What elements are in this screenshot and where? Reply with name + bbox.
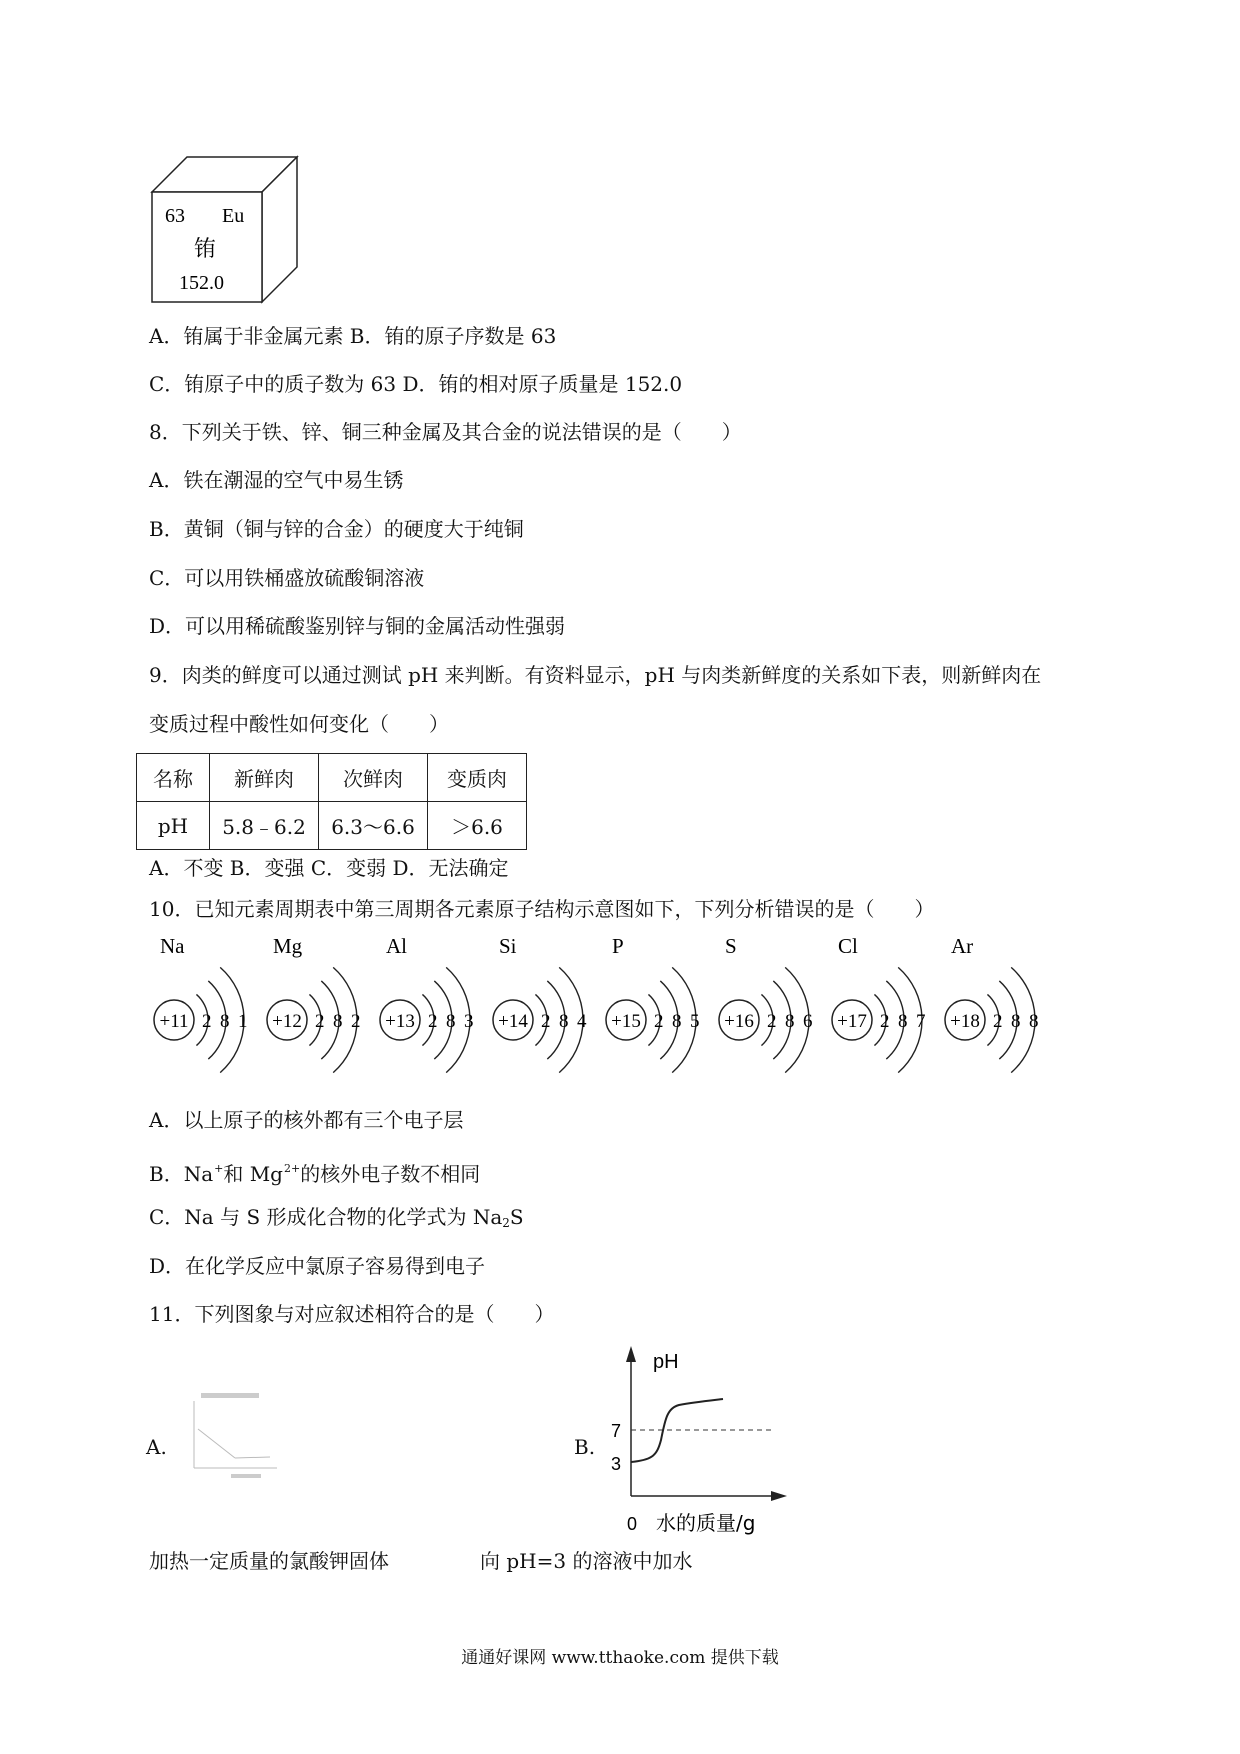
q8-option-d: D．可以用稀硫酸鉴别锌与铜的金属活动性强弱: [149, 614, 566, 638]
shell-electron-count: 8: [785, 1011, 795, 1032]
atom-symbol: Al: [386, 934, 407, 958]
atom-symbol: Cl: [838, 934, 858, 958]
nucleus-charge: +12: [272, 1011, 302, 1032]
graph-b-ph-vs-water: [595, 1340, 795, 1540]
shell-electron-count: 6: [803, 1011, 813, 1032]
shell-electron-count: 2: [993, 1011, 1003, 1032]
shell-electron-count: 2: [654, 1011, 664, 1032]
q10-option-a: A．以上原子的核外都有三个电子层: [149, 1108, 464, 1132]
shell-electron-count: 8: [898, 1011, 908, 1032]
shell-electron-count: 1: [238, 1011, 248, 1032]
atom-diagram-ar: [945, 934, 1039, 1073]
nucleus-charge: +13: [385, 1011, 415, 1032]
q11-caption-b: 向 pH=3 的溶液中加水: [480, 1549, 693, 1573]
atom-diagram-al: [380, 934, 474, 1073]
shell-electron-count: 8: [559, 1011, 569, 1032]
charge-superscript: 2+: [283, 1162, 301, 1175]
q10-option-b: [149, 1157, 480, 1186]
atom-diagram-mg: [267, 934, 361, 1073]
shell-electron-count: 2: [315, 1011, 325, 1032]
atomic-structure-diagrams: [140, 925, 1060, 1085]
table-row: [137, 802, 527, 850]
table-cell: 5.8﹣6.2: [210, 802, 319, 850]
table-header-cell: 名称: [137, 754, 210, 802]
graph-b-origin: 0: [627, 1514, 638, 1534]
q10-c-text: S: [509, 1205, 524, 1229]
graph-b-xlabel: 水的质量/g: [656, 1511, 756, 1535]
nucleus-charge: +18: [950, 1011, 980, 1032]
table-header-cell: 次鲜肉: [319, 754, 428, 802]
shell-electron-count: 2: [880, 1011, 890, 1032]
nucleus-charge: +15: [611, 1011, 641, 1032]
shell-electron-count: 7: [916, 1011, 926, 1032]
shell-electron-count: 8: [446, 1011, 456, 1032]
atom-symbol: Na: [160, 934, 185, 958]
graph-a-faint: [185, 1385, 285, 1485]
graph-b-tick-3: 3: [611, 1454, 622, 1474]
shell-electron-count: 4: [577, 1011, 587, 1032]
formula-subscript: 2: [502, 1216, 510, 1230]
table-header-cell: 新鲜肉: [210, 754, 319, 802]
graph-b-tick-7: 7: [611, 1421, 622, 1441]
ph-freshness-table: [136, 753, 527, 850]
shell-electron-count: 8: [672, 1011, 682, 1032]
nucleus-charge: +17: [837, 1011, 867, 1032]
element-box-diagram: [145, 150, 305, 310]
q7-options-cd: C．铕原子中的质子数为 63 D．铕的相对原子质量是 152.0: [149, 372, 683, 396]
q11-label-b: B.: [574, 1435, 596, 1459]
q8-option-a: A．铁在潮湿的空气中易生锈: [149, 468, 404, 492]
nucleus-charge: +11: [159, 1011, 189, 1032]
q9-stem-line2: 变质过程中酸性如何变化（ ）: [149, 712, 449, 736]
element-name: 铕: [194, 237, 217, 262]
q8-stem: 8．下列关于铁、锌、铜三种金属及其合金的说法错误的是（ ）: [149, 420, 742, 444]
shell-electron-count: 2: [541, 1011, 551, 1032]
q9-stem-line1: 9．肉类的鲜度可以通过测试 pH 来判断。有资料显示，pH 与肉类新鲜度的关系如下表，则新鲜肉在: [149, 663, 1042, 687]
atom-diagram-na: [154, 934, 248, 1073]
element-symbol: Eu: [222, 205, 245, 227]
shell-electron-count: 2: [428, 1011, 438, 1032]
page-footer: 通通好课网 www.tthaoke.com 提供下载: [461, 1648, 779, 1668]
q10-b-text: 和 Mg: [223, 1162, 283, 1186]
element-number: 63: [165, 205, 185, 227]
atom-symbol: Ar: [951, 934, 974, 958]
atom-symbol: Si: [499, 934, 517, 958]
q11-stem: 11．下列图象与对应叙述相符合的是（ ）: [149, 1302, 555, 1326]
q8-option-c: C．可以用铁桶盛放硫酸铜溶液: [149, 566, 425, 590]
q11-label-a: A.: [146, 1435, 167, 1459]
table-header-row: [137, 754, 527, 802]
table-cell: pH: [137, 802, 210, 850]
table-cell: ＞6.6: [428, 802, 527, 850]
q9-options: A．不变 B．变强 C．变弱 D．无法确定: [149, 856, 509, 880]
shell-electron-count: 8: [333, 1011, 343, 1032]
shell-electron-count: 8: [1029, 1011, 1039, 1032]
atom-diagram-p: [606, 934, 700, 1073]
shell-electron-count: 8: [1011, 1011, 1021, 1032]
shell-electron-count: 2: [351, 1011, 361, 1032]
shell-electron-count: 2: [767, 1011, 777, 1032]
q10-c-text: C．Na 与 S 形成化合物的化学式为 Na: [149, 1205, 503, 1229]
q8-option-b: B．黄铜（铜与锌的合金）的硬度大于纯铜: [149, 517, 524, 541]
table-header-cell: 变质肉: [428, 754, 527, 802]
graph-b-ylabel: pH: [653, 1351, 679, 1373]
q10-option-c: [149, 1205, 524, 1235]
shell-electron-count: 5: [690, 1011, 700, 1032]
q11-caption-a: 加热一定质量的氯酸钾固体: [149, 1549, 389, 1573]
q10-option-d: D．在化学反应中氯原子容易得到电子: [149, 1254, 486, 1278]
atom-symbol: S: [725, 934, 737, 958]
q10-stem: 10．已知元素周期表中第三周期各元素原子结构示意图如下，下列分析错误的是（ ）: [149, 897, 935, 921]
charge-superscript: +: [214, 1162, 224, 1175]
shell-electron-count: 3: [464, 1011, 474, 1032]
atom-symbol: Mg: [273, 934, 303, 958]
table-cell: 6.3～6.6: [319, 802, 428, 850]
atom-diagram-cl: [832, 934, 926, 1073]
element-mass: 152.0: [179, 272, 224, 294]
nucleus-charge: +16: [724, 1011, 754, 1032]
shell-electron-count: 8: [220, 1011, 230, 1032]
atom-symbol: P: [612, 934, 624, 958]
nucleus-charge: +14: [498, 1011, 528, 1032]
q10-b-text: B．Na: [149, 1162, 214, 1186]
atom-diagram-s: [719, 934, 813, 1073]
q7-options-ab: A．铕属于非金属元素 B．铕的原子序数是 63: [149, 324, 557, 348]
q10-b-text: 的核外电子数不相同: [300, 1162, 481, 1186]
shell-electron-count: 2: [202, 1011, 212, 1032]
atom-diagram-si: [493, 934, 587, 1073]
